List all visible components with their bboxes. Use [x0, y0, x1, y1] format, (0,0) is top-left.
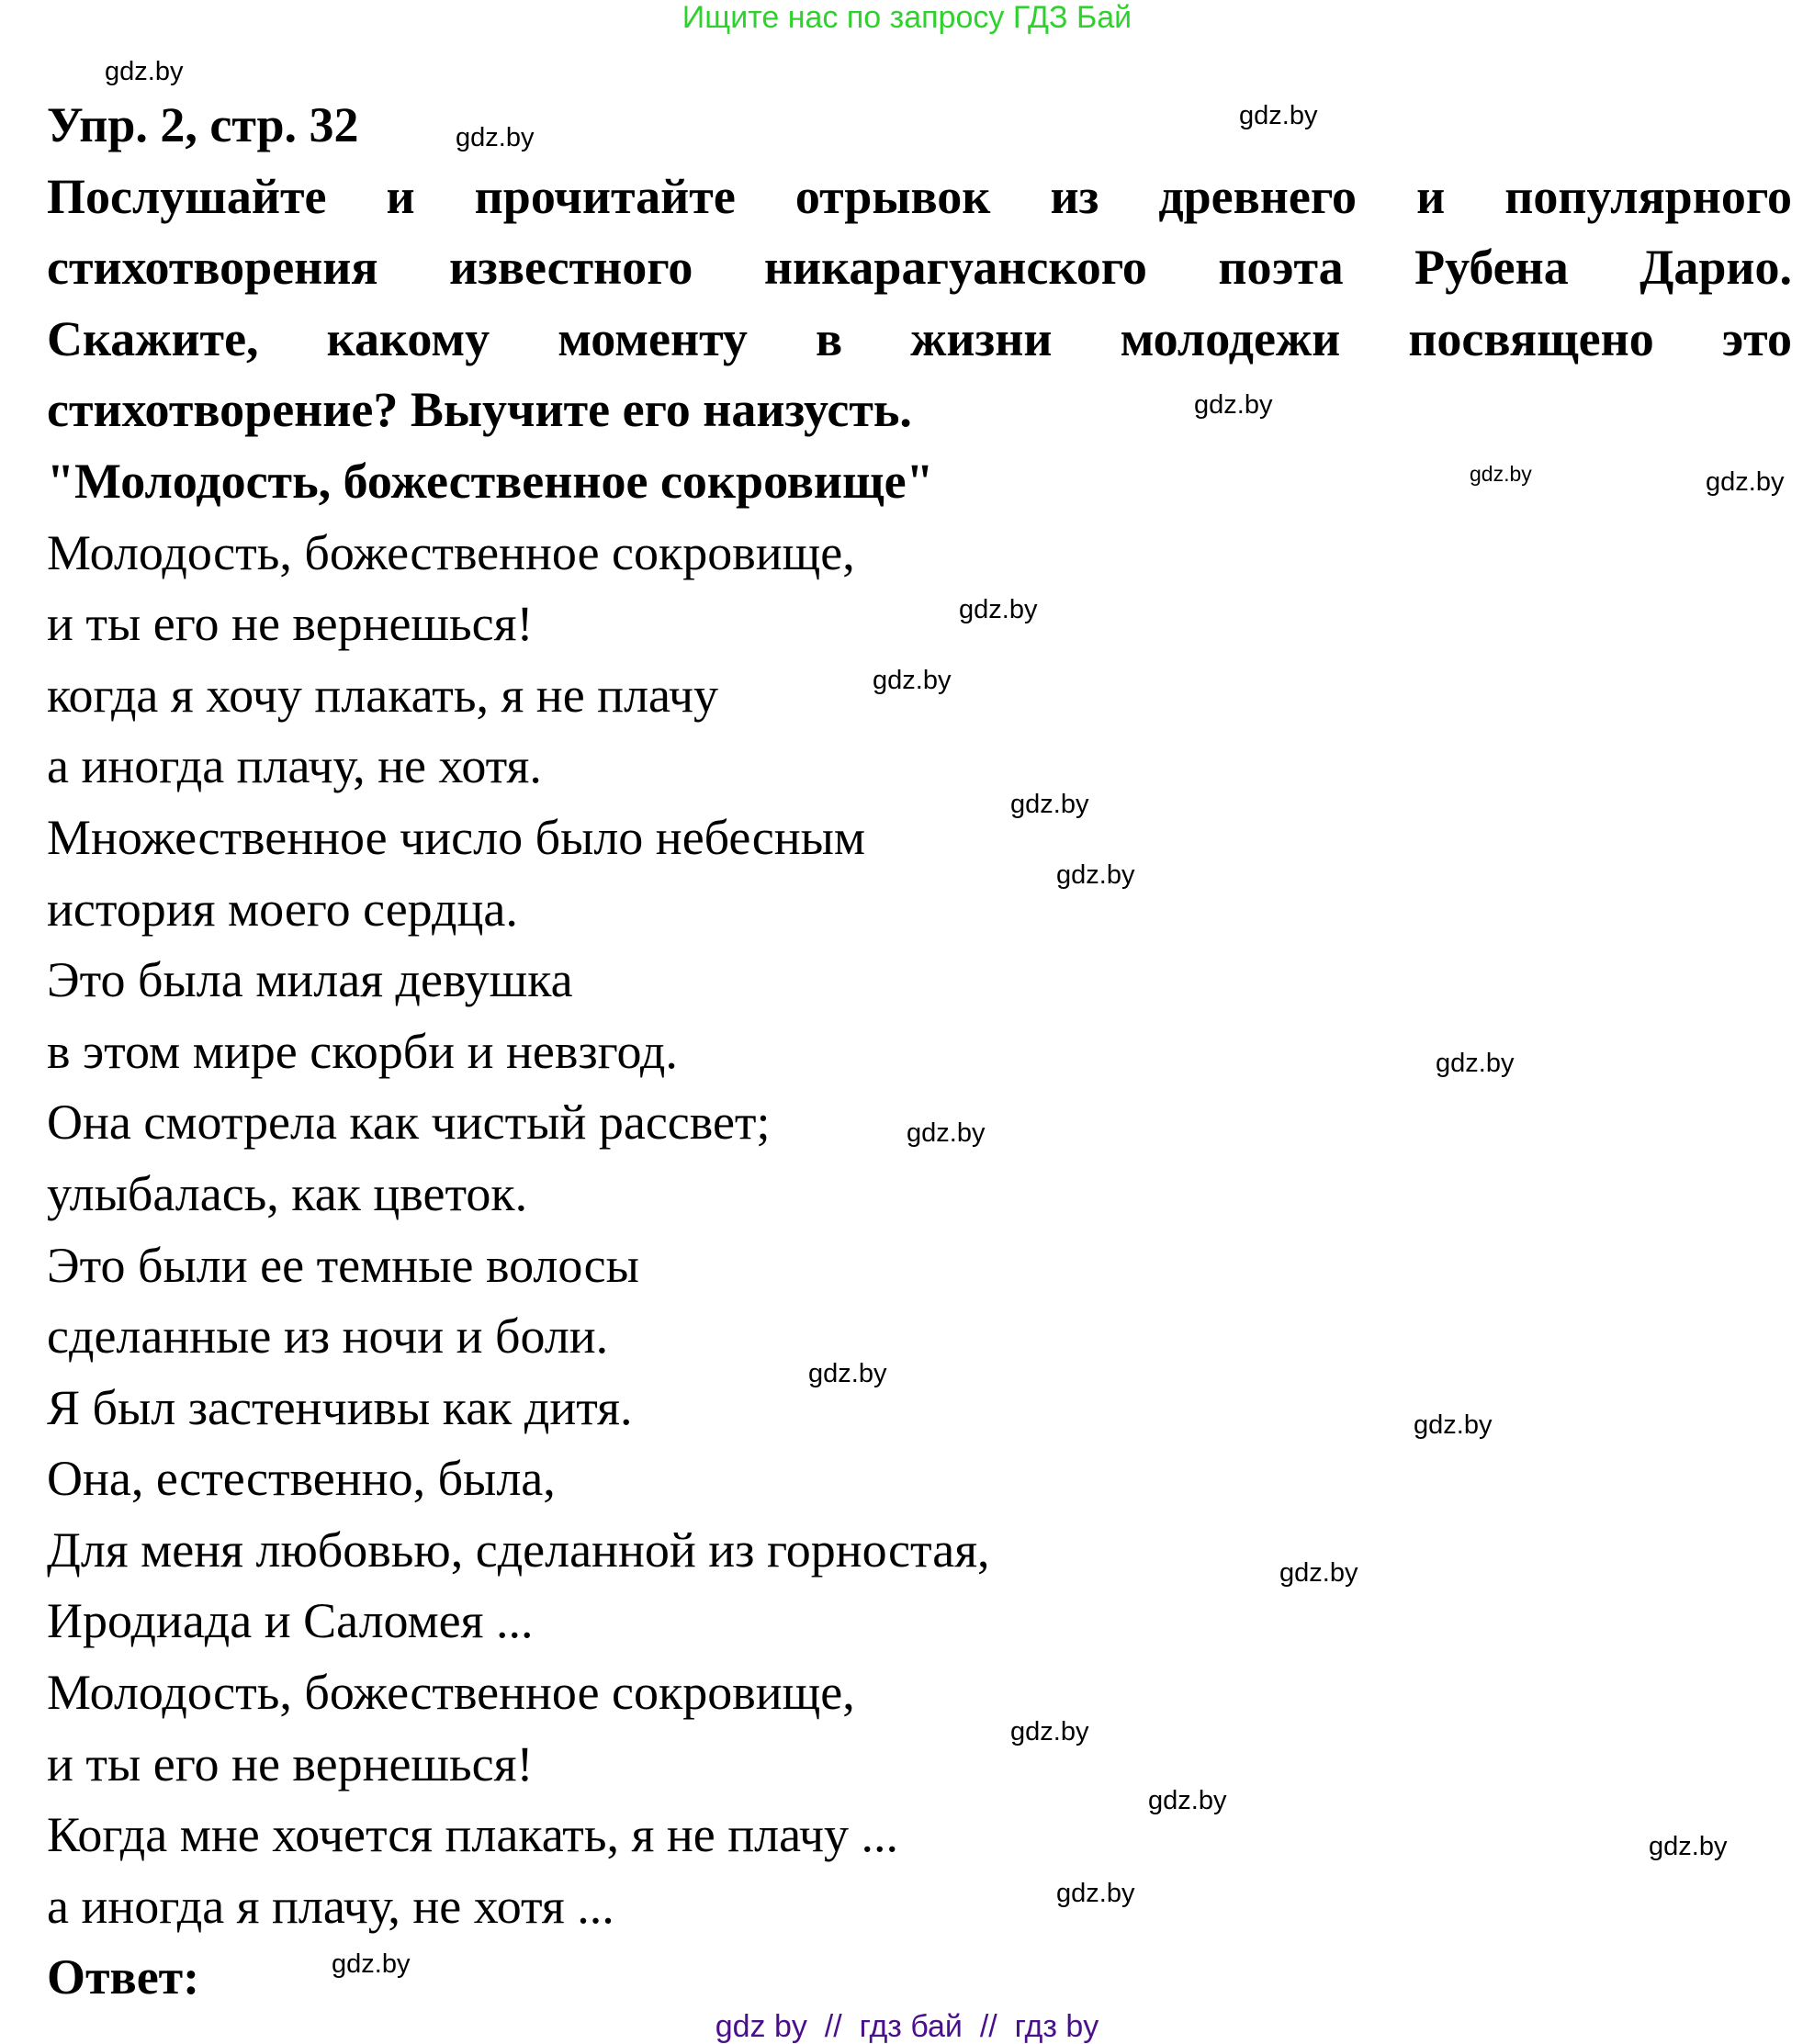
poem-line: а иногда плачу, не хотя.	[47, 738, 542, 794]
task-line: стихотворения известного никарагуанского поэта Рубена Дарио.	[47, 240, 1792, 296]
watermark: gdz.by	[1414, 1410, 1493, 1440]
watermark: gdz.by	[105, 57, 184, 86]
poem-line: сделанные из ночи и боли.	[47, 1308, 609, 1365]
poem-line: Я был застенчивы как дитя.	[47, 1379, 633, 1435]
task-line: стихотворение? Выучите его наизусть.	[47, 382, 912, 438]
watermark: gdz.by	[1279, 1558, 1358, 1588]
poem-line: Множественное число было небесным	[47, 809, 866, 865]
exercise-heading: Упр. 2, стр. 32	[47, 97, 359, 152]
exercise-content	[47, 90, 1792, 2014]
watermark: gdz.by	[1148, 1786, 1227, 1815]
search-banner: Ищите нас по запросу ГДЗ Бай	[682, 0, 1132, 35]
task-line: Послушайте и прочитайте отрывок из древнего и популярного	[47, 168, 1792, 224]
watermark: gdz.by	[1239, 101, 1318, 130]
answer-label: Ответ:	[47, 1949, 200, 2005]
watermark: gdz.by	[873, 666, 952, 695]
poem-line: Она смотрела как чистый рассвет;	[47, 1095, 771, 1151]
poem-line: в этом мире скорби и невзгод.	[47, 1023, 678, 1079]
watermark: gdz.by	[1436, 1049, 1515, 1078]
poem-line: Она, естественно, была,	[47, 1451, 556, 1507]
watermark: gdz.by	[456, 123, 535, 152]
watermark: gdz.by	[1706, 467, 1785, 497]
poem-line: и ты его не вернешься!	[47, 596, 534, 652]
watermark: gdz.by	[959, 595, 1038, 624]
footer	[0, 2009, 1814, 2044]
poem-line: когда я хочу плакать, я не плачу	[47, 667, 718, 723]
poem-line: Когда мне хочется плакать, я не плачу ...	[47, 1807, 899, 1863]
poem-line: история моего сердца.	[47, 881, 518, 937]
watermark: gdz.by	[808, 1359, 887, 1388]
poem-line: Иродиада и Саломея ...	[47, 1593, 534, 1649]
poem-line: и ты его не вернешься!	[47, 1735, 534, 1791]
watermark: gdz.by	[332, 1949, 411, 1979]
poem-line: Молодость, божественное сокровище,	[47, 1665, 855, 1721]
footer-links: gdz by // гдз бай // гдз by	[715, 2009, 1099, 2044]
poem-title: "Молодость, божественное сокровище"	[47, 453, 934, 509]
watermark: gdz.by	[1194, 390, 1273, 420]
poem-line: Это были ее темные волосы	[47, 1237, 639, 1293]
poem-line: Для меня любовью, сделанной из горностая,	[47, 1522, 990, 1578]
poem-line: Это была милая девушка	[47, 952, 573, 1008]
poem-line: Молодость, божественное сокровище,	[47, 524, 855, 580]
poem-line: а иногда я плачу, не хотя ...	[47, 1878, 614, 1934]
watermark: gdz.by	[1649, 1832, 1728, 1861]
watermark: gdz.by	[1010, 790, 1089, 819]
poem-line: улыбалась, как цветок.	[47, 1165, 528, 1221]
watermark: gdz.by	[1056, 860, 1135, 890]
watermark: gdz.by	[1010, 1717, 1089, 1746]
watermark: gdz.by	[1470, 462, 1532, 486]
watermark: gdz.by	[1056, 1879, 1135, 1908]
task-line: Скажите, какому моменту в жизни молодежи посвящено это	[47, 310, 1792, 366]
watermark: gdz.by	[907, 1118, 986, 1148]
